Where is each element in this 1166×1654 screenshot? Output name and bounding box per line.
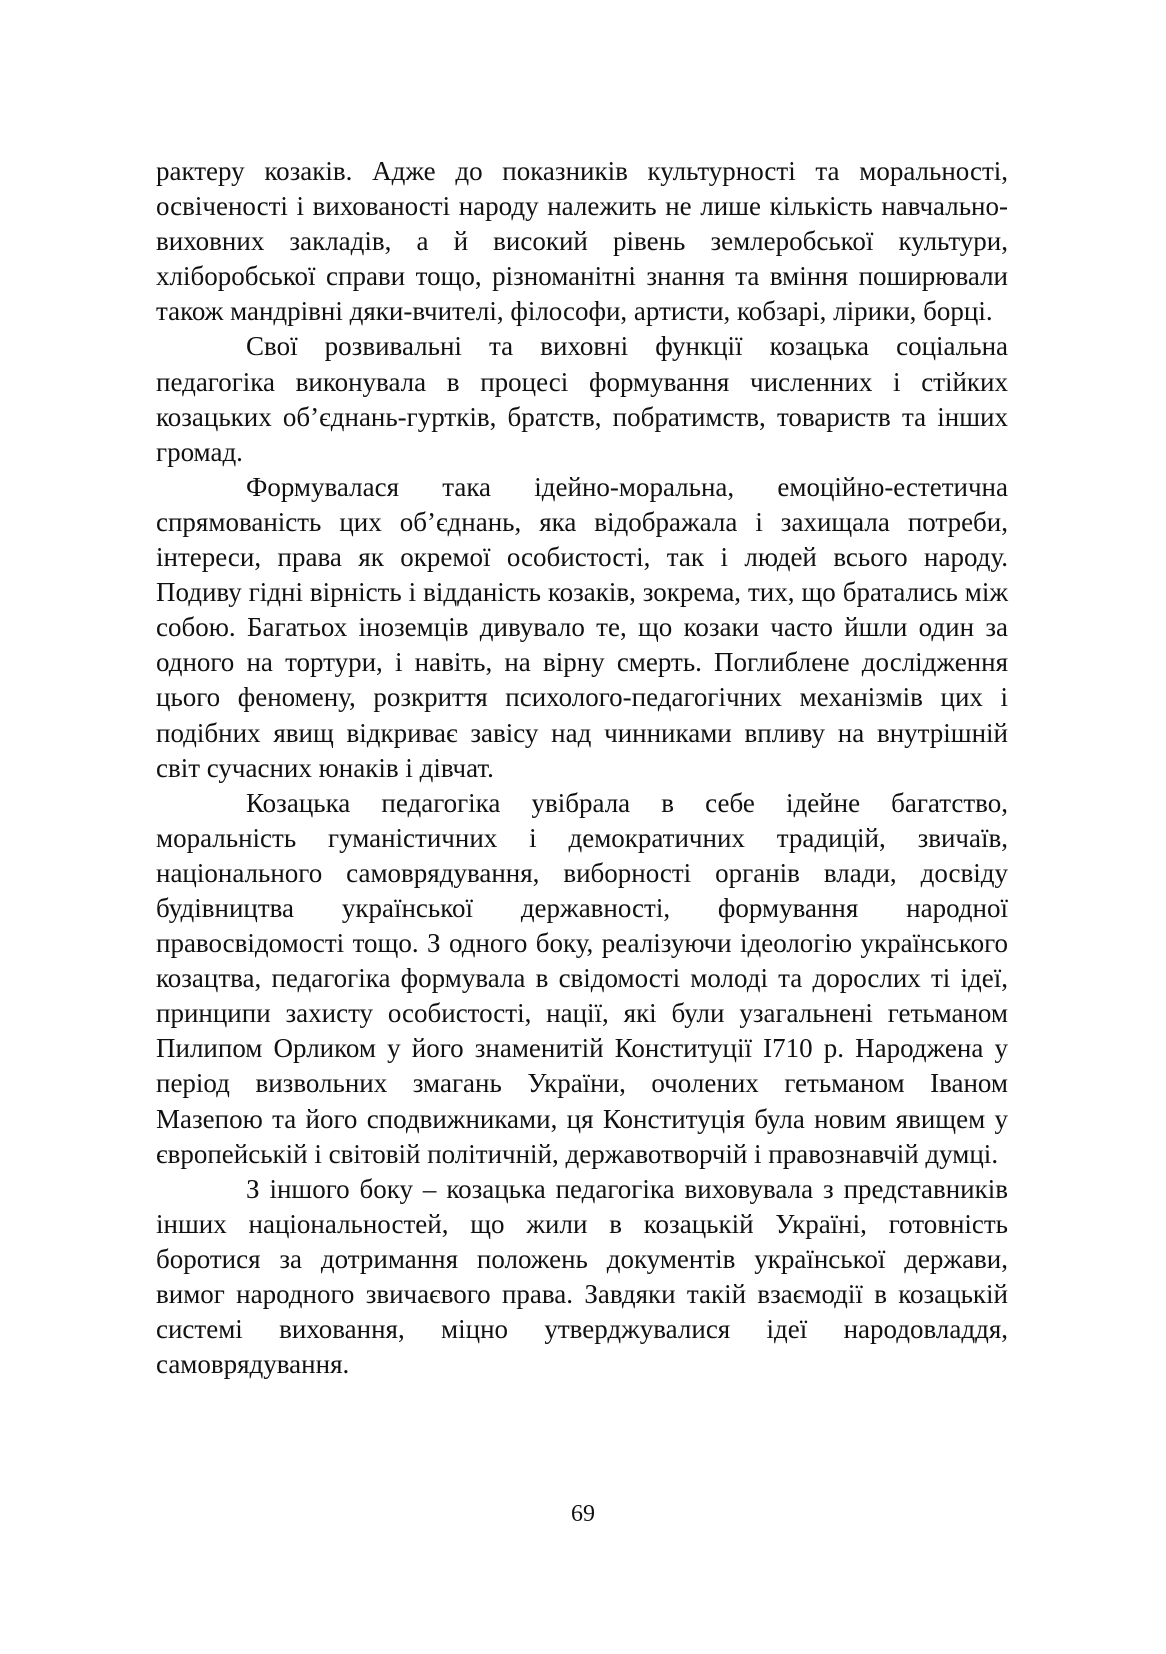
paragraph-1: рактеру козаків. Адже до показників культурності та моральності, освіченості і вихованості народу належить не лише кількість навчально-виховних закладів, а й високий рівень землеробської культури, хліборобської справи тощо, різноманітні знання та вміння поширювали також мандрівні дяки-вчителі, філософи, артисти, кобзарі, лірики, борці.: [156, 156, 1008, 327]
paragraph-5: З іншого боку – козацька педагогіка виховувала з представників інших національностей, що жили в козацькій Україні, готовність боротися за дотримання положень документів української держави, вимог народного звичаєвого права. Завдяки такій взаємодії в козацькій системі виховання, міцно утверджувалися ідеї народовладдя, самоврядування.: [156, 1173, 1008, 1380]
page-number: 69: [571, 1501, 595, 1527]
paragraph-2: Свої розвивальні та виховні функції козацька соціальна педагогіка виконувала в процесі формування численних і стійких козацьких об’єднань-гуртків, братств, побратимств, товариств та інших громад.: [156, 331, 1008, 467]
paragraph-4: Козацька педагогіка увібрала в себе ідейне багатство, моральність гуманістичних і демократичних традицій, звичаїв, національного самоврядування, виборності органів влади, досвіду будівництва української державності, формування народної правосвідомості тощо. З одного боку, реалізуючи ідеологію українського козацтва, педагогіка формувала в свідомості молоді та дорослих ті ідеї, принципи захисту особистості, нації, які були узагальнені гетьманом Пилипом Орликом у його знаменитій Конституції I710 р. Народжена у період визвольних змагань України, очолених гетьманом Іваном Мазепою та його сподвижниками, ця Конституція була новим явищем у європейській і світовій політичній, державотворчій і правознавчій думці.: [156, 787, 1008, 1169]
paragraph-3: Формувалася така ідейно-моральна, емоційно-естетична спрямованість цих об’єднань, яка відображала і захищала потреби, інтереси, права як окремої особистості, так і людей всього народу. Подиву гідні вірність і відданість козаків, зокрема, тих, що братались між собою. Багатьох іноземців дивувало те, що козаки часто йшли один за одного на тортури, і навіть, на вірну смерть. Поглиблене дослідження цього феномену, розкриття психолого-педагогічних механізмів цих і подібних явищ відкриває завісу над чинниками впливу на внутрішній світ сучасних юнаків і дівчат.: [156, 471, 1008, 783]
body-text: [156, 154, 1008, 1382]
